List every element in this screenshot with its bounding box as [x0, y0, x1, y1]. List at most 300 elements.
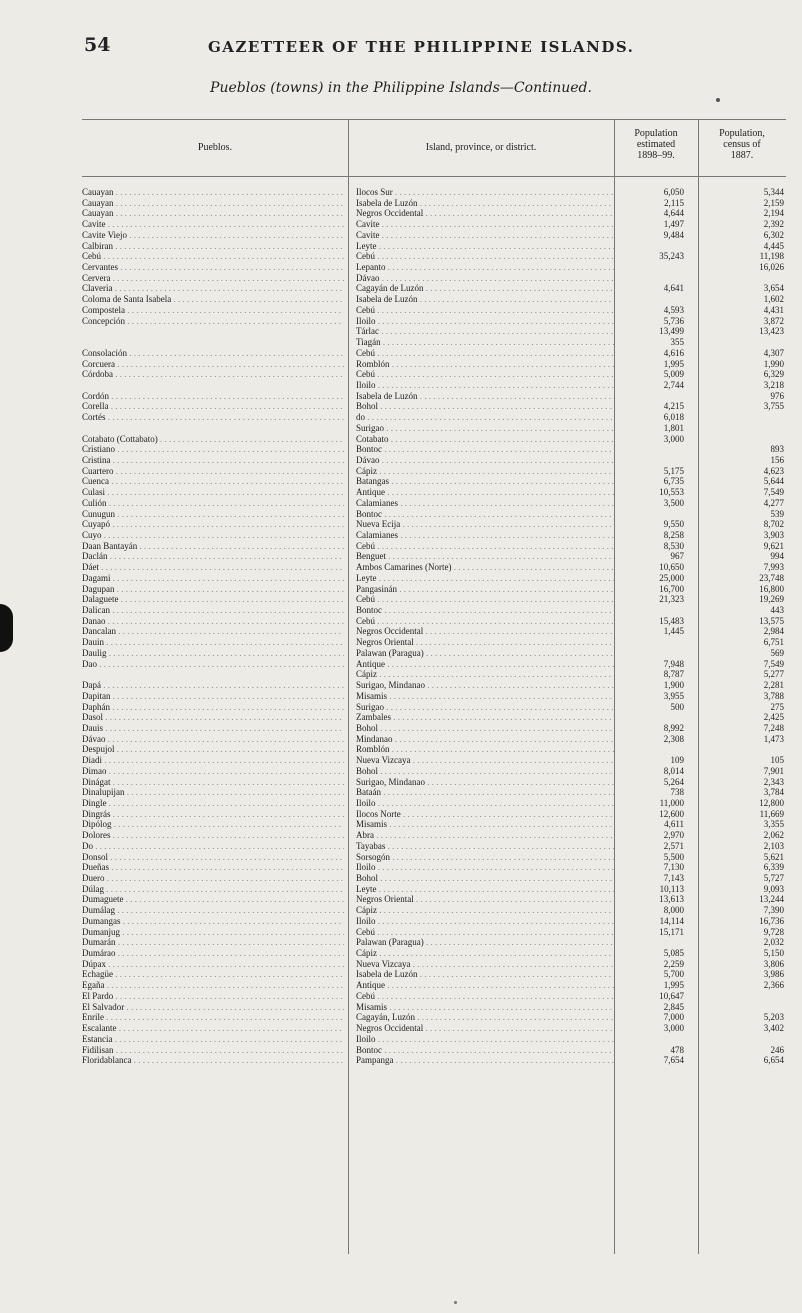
population-estimated-cell: 5,175: [663, 465, 684, 476]
population-census-cell: 1,602: [763, 294, 784, 305]
population-estimated-cell: 25,000: [659, 572, 684, 583]
pueblo-cell: El Salvador . . .: [82, 1002, 344, 1013]
pueblo-cell: Dumangas . . .: [82, 916, 344, 927]
population-census-cell: 7,248: [763, 722, 784, 733]
population-census-cell: 7,549: [763, 487, 784, 498]
population-census-cell: 13,244: [759, 894, 784, 905]
population-estimated-cell: 8,530: [663, 540, 684, 551]
table-header-rule: [82, 176, 786, 177]
population-census-cell: 5,727: [763, 873, 784, 883]
population-census-cell: 6,654: [763, 1055, 784, 1066]
population-census-cell: 2,194: [763, 208, 784, 219]
province-cell: Cebú . . .: [356, 369, 614, 380]
province-cell: Romblón . . .: [356, 744, 614, 755]
population-estimated-cell: 4,644: [663, 208, 684, 219]
population-estimated-cell: 738: [670, 787, 684, 798]
binding-ink-mark: [0, 604, 13, 652]
province-cell: Bontoc . . .: [356, 509, 614, 520]
population-estimated-cell: 35,243: [659, 251, 684, 262]
population-census-cell: 12,800: [759, 797, 784, 808]
pueblo-cell: Coloma de Santa Isabela . . .: [82, 294, 344, 305]
population-estimated-cell: 11,000: [659, 797, 684, 808]
pueblo-cell: Estancia . . .: [82, 1034, 344, 1045]
population-estimated-cell: 2,744: [663, 379, 684, 390]
pueblo-cell: Cauayan . . .: [82, 208, 344, 219]
province-cell: Nueva Vizcaya . . .: [356, 755, 614, 766]
pueblo-cell: Dúpax . . .: [82, 959, 344, 970]
population-estimated-cell: 8,000: [663, 905, 684, 916]
province-cell: Bontoc . . .: [356, 444, 614, 455]
province-cell: Cebú . . .: [356, 305, 614, 316]
population-census-cell: 569: [770, 647, 784, 658]
pueblo-cell: Cortés . . .: [82, 412, 344, 423]
province-cell: Tayabas . . .: [356, 841, 614, 852]
population-estimated-cell: 3,000: [663, 433, 684, 444]
pueblo-cell: Dingrás . . .: [82, 809, 344, 820]
population-census-cell: 4,623: [763, 465, 784, 476]
province-cell: do . . .: [356, 412, 614, 423]
population-census-cell: 13,575: [759, 615, 784, 626]
population-census-cell: 2,103: [763, 840, 784, 851]
province-cell: Cápiz . . .: [356, 466, 614, 477]
population-estimated-cell: 109: [670, 755, 684, 766]
province-cell: Leyte . . .: [356, 884, 614, 895]
population-census-cell: 3,654: [763, 283, 784, 294]
population-census-cell: 9,093: [763, 883, 784, 894]
pueblo-cell: Dancalan . . .: [82, 626, 344, 637]
population-census-cell: 5,277: [763, 669, 784, 680]
pueblo-cell: Cristiano . . .: [82, 444, 344, 455]
province-cell: Bohol . . .: [356, 873, 614, 884]
population-census-cell: 4,277: [763, 497, 784, 508]
province-cell: Cavite . . .: [356, 230, 614, 241]
population-estimated-cell: 2,259: [663, 958, 684, 969]
province-cell: Cebú . . .: [356, 541, 614, 552]
population-census-cell: 8,702: [763, 519, 784, 530]
population-census-cell: 6,751: [763, 637, 784, 648]
pueblo-cell: Dasol . . .: [82, 712, 344, 723]
header-est-line: 1898–99.: [637, 150, 675, 161]
population-estimated-cell: 355: [670, 337, 684, 348]
pueblo-cell: Cuenca . . .: [82, 476, 344, 487]
province-cell: Cagayán de Luzón . . .: [356, 283, 614, 294]
province-cell: Cebú . . .: [356, 251, 614, 262]
province-cell: Misamis . . .: [356, 691, 614, 702]
population-estimated-cell: 3,000: [663, 1023, 684, 1034]
population-estimated-cell: 478: [670, 1044, 684, 1055]
province-cell: Negros Occidental . . .: [356, 626, 614, 637]
population-census-cell: 246: [770, 1044, 784, 1055]
population-estimated-cell: 3,955: [663, 690, 684, 701]
population-estimated-cell: 10,647: [659, 990, 684, 1001]
province-cell: Cebú . . .: [356, 927, 614, 938]
pueblo-cell: Danao . . .: [82, 616, 344, 627]
population-census-cell: 3,806: [763, 958, 784, 969]
pueblo-cell: Córdoba . . .: [82, 369, 344, 380]
population-estimated-cell: 2,845: [663, 1001, 684, 1012]
population-estimated-cell: 7,143: [663, 873, 684, 883]
pueblo-cell: Dauis . . .: [82, 723, 344, 734]
population-estimated-cell: 1,497: [663, 219, 684, 230]
population-census-cell: 3,903: [763, 530, 784, 540]
province-cell: Surigao, Mindanao . . .: [356, 777, 614, 788]
population-estimated-cell: 967: [670, 551, 684, 562]
population-census-cell: 5,644: [763, 476, 784, 487]
pueblo-cell: Concepción . . .: [82, 316, 344, 327]
population-estimated-cell: 8,014: [663, 765, 684, 776]
population-estimated-cell: 5,264: [663, 776, 684, 787]
header-province: Island, province, or district.: [425, 142, 537, 153]
province-cell: Surigao . . .: [356, 702, 614, 713]
page-number: 54: [84, 34, 111, 56]
pueblo-cell: Dagami . . .: [82, 573, 344, 584]
province-cell: Bohol . . .: [356, 723, 614, 734]
pueblo-cell: Corcuera . . .: [82, 359, 344, 370]
population-estimated-cell: 15,483: [659, 615, 684, 626]
province-cell: Dávao . . .: [356, 273, 614, 284]
pueblo-cell: Duero . . .: [82, 873, 344, 884]
province-cell: Iloilo . . .: [356, 380, 614, 391]
province-cell: Cebú . . .: [356, 616, 614, 627]
province-cell: Iloilo . . .: [356, 1034, 614, 1045]
pueblo-cell: Cavite . . .: [82, 219, 344, 230]
running-head: GAZETTEER OF THE PHILIPPINE ISLANDS.: [208, 38, 635, 56]
province-cell: Cotabato . . .: [356, 434, 614, 445]
pueblo-cell: Dúlag . . .: [82, 884, 344, 895]
population-census-cell: 11,669: [759, 808, 784, 819]
pueblo-cell: Floridablanca . . .: [82, 1055, 344, 1066]
pueblo-cell: Echagüe . . .: [82, 969, 344, 980]
pueblo-cell: Escalante . . .: [82, 1023, 344, 1034]
population-census-cell: 6,302: [763, 229, 784, 240]
population-estimated-cell: 500: [670, 701, 684, 712]
province-cell: Nueva Ecija . . .: [356, 519, 614, 530]
population-census-cell: 976: [770, 390, 784, 401]
pueblo-cell: Cauayan . . .: [82, 187, 344, 198]
population-census-cell: 1,990: [763, 358, 784, 369]
population-estimated-cell: 2,571: [663, 840, 684, 851]
population-estimated-cell: 10,650: [659, 562, 684, 573]
pueblo-cell: Cotabato (Cottabato) . . .: [82, 434, 344, 445]
province-cell: Ambos Camarines (Norte) . . .: [356, 562, 614, 573]
population-estimated-cell: 1,900: [663, 680, 684, 691]
population-estimated-cell: 5,736: [663, 315, 684, 326]
population-estimated-cell: 13,613: [659, 894, 684, 905]
pueblo-cell: Cordón . . .: [82, 391, 344, 402]
pueblo-cell: Cuyo . . .: [82, 530, 344, 541]
province-cell: Misamis . . .: [356, 819, 614, 830]
population-estimated-cell: 13,499: [659, 326, 684, 337]
population-estimated-cell: 8,787: [663, 669, 684, 680]
column-divider-3: [698, 119, 699, 1254]
population-estimated-cell: 10,553: [659, 487, 684, 498]
population-census-cell: 9,728: [763, 926, 784, 937]
population-census-cell: 5,203: [763, 1012, 784, 1023]
population-census-cell: 7,390: [763, 905, 784, 916]
province-cell: Cavite . . .: [356, 219, 614, 230]
province-cell: Mindanao . . .: [356, 734, 614, 745]
province-cell: Isabela de Luzón . . .: [356, 391, 614, 402]
province-cell: Pampanga . . .: [356, 1055, 614, 1066]
population-census-cell: 4,445: [763, 240, 784, 251]
province-cell: Palawan (Paragua) . . .: [356, 937, 614, 948]
population-estimated-cell: 1,801: [663, 422, 684, 433]
pueblo-cell: Compostela . . .: [82, 305, 344, 316]
pueblo-cell: Dávao . . .: [82, 734, 344, 745]
population-estimated-cell: 15,171: [659, 926, 684, 937]
population-census-cell: 13,423: [759, 326, 784, 337]
population-estimated-cell: 5,700: [663, 969, 684, 980]
header-cen-line: Population,: [719, 128, 765, 139]
population-census-cell: 16,800: [759, 583, 784, 594]
province-cell: Cebú . . .: [356, 348, 614, 359]
pueblo-cell: Cristina . . .: [82, 455, 344, 466]
population-census-cell: 5,344: [763, 187, 784, 197]
population-census-cell: 3,218: [763, 379, 784, 390]
pueblo-cell: Dumaguete . . .: [82, 894, 344, 905]
population-estimated-cell: 12,600: [659, 808, 684, 819]
province-cell: Sorsogón . . .: [356, 852, 614, 863]
pueblo-cell: Daphán . . .: [82, 702, 344, 713]
population-census-cell: 105: [770, 755, 784, 766]
province-cell: Isabela de Luzón . . .: [356, 198, 614, 209]
pueblo-cell: Dumarán . . .: [82, 937, 344, 948]
province-cell: Misamis . . .: [356, 1002, 614, 1013]
province-cell: Abra . . .: [356, 830, 614, 841]
table-top-rule: [82, 119, 786, 120]
province-cell: Antique . . .: [356, 659, 614, 670]
population-census-cell: 994: [770, 551, 784, 562]
population-estimated-cell: 4,641: [663, 283, 684, 294]
population-estimated-cell: 7,654: [663, 1055, 684, 1066]
pueblo-cell: Dipólog . . .: [82, 819, 344, 830]
population-estimated-cell: 9,550: [663, 519, 684, 530]
pueblo-cell: Dáet . . .: [82, 562, 344, 573]
province-cell: Calamianes . . .: [356, 498, 614, 509]
population-census-cell: 2,281: [763, 680, 784, 691]
population-estimated-cell: 5,500: [663, 851, 684, 862]
province-cell: Tárlac . . .: [356, 326, 614, 337]
population-estimated-cell: 1,995: [663, 358, 684, 369]
province-cell: Ilocos Sur . . .: [356, 187, 614, 198]
population-estimated-cell: 21,323: [659, 594, 684, 605]
population-estimated-cell: 7,130: [663, 862, 684, 873]
population-estimated-cell: 1,445: [663, 626, 684, 637]
province-cell: Antique . . .: [356, 487, 614, 498]
pueblo-cell: Culión . . .: [82, 498, 344, 509]
pueblo-cell: Dinágat . . .: [82, 777, 344, 788]
province-cell: Lepanto . . .: [356, 262, 614, 273]
pueblo-cell: Despujol . . .: [82, 744, 344, 755]
province-cell: Ilocos Norte . . .: [356, 809, 614, 820]
population-estimated-cell: 2,308: [663, 733, 684, 744]
province-cell: Bontoc . . .: [356, 1045, 614, 1056]
province-cell: Iloilo . . .: [356, 798, 614, 809]
column-divider-1: [348, 119, 349, 1254]
population-census-cell: 3,784: [763, 787, 784, 798]
population-census-cell: 2,343: [763, 776, 784, 787]
province-cell: Negros Occidental . . .: [356, 1023, 614, 1034]
pueblo-cell: Corella . . .: [82, 401, 344, 412]
province-cell: Tiagán . . .: [356, 337, 614, 348]
population-estimated-cell: 7,000: [663, 1012, 684, 1023]
population-estimated-cell: 1,995: [663, 980, 684, 991]
printer-dot: [716, 98, 720, 102]
pueblo-cell: Daulig . . .: [82, 648, 344, 659]
province-cell: Surigao . . .: [356, 423, 614, 434]
province-cell: Cápiz . . .: [356, 905, 614, 916]
pueblo-cell: Cunugun . . .: [82, 509, 344, 520]
province-cell: Isabela de Luzón . . .: [356, 294, 614, 305]
province-cell: Cagayán, Luzón . . .: [356, 1012, 614, 1023]
header-est-line: Population: [634, 128, 678, 139]
pueblo-cell: Enrile . . .: [82, 1012, 344, 1023]
pueblo-cell: Dagupan . . .: [82, 584, 344, 595]
province-cell: Nueva Vizcaya . . .: [356, 959, 614, 970]
population-census-cell: 6,329: [763, 369, 784, 380]
population-census-cell: 5,621: [763, 851, 784, 862]
province-cell: Negros Occidental . . .: [356, 208, 614, 219]
pueblo-cell: El Pardo . . .: [82, 991, 344, 1002]
pueblo-cell: Cebú . . .: [82, 251, 344, 262]
population-census-cell: 11,198: [759, 251, 784, 262]
pueblo-cell: Calbiran . . .: [82, 241, 344, 252]
province-cell: Cebú . . .: [356, 991, 614, 1002]
pueblo-cell: Cuartero . . .: [82, 466, 344, 477]
province-cell: Iloilo . . .: [356, 316, 614, 327]
population-estimated-cell: 4,611: [664, 819, 684, 830]
population-census-cell: 443: [770, 605, 784, 616]
pueblo-cell: Dalaguete . . .: [82, 594, 344, 605]
pueblo-cell: Dumálag . . .: [82, 905, 344, 916]
pueblo-cell: Diadi . . .: [82, 755, 344, 766]
province-cell: Iloilo . . .: [356, 862, 614, 873]
pueblo-cell: Daclán . . .: [82, 551, 344, 562]
population-census-cell: 4,307: [763, 347, 784, 358]
population-census-cell: 3,788: [763, 690, 784, 701]
header-est-line: estimated: [636, 139, 676, 150]
province-cell: Iloilo . . .: [356, 916, 614, 927]
province-cell: Leyte . . .: [356, 241, 614, 252]
province-cell: Cápiz . . .: [356, 669, 614, 680]
province-cell: Bohol . . .: [356, 401, 614, 412]
pueblo-cell: Claveria . . .: [82, 283, 344, 294]
pueblo-cell: Dao . . .: [82, 659, 344, 670]
province-cell: Pangasinán . . .: [356, 584, 614, 595]
population-estimated-cell: 14,114: [659, 915, 684, 926]
header-population-estimated: [614, 128, 698, 161]
province-cell: Zambales . . .: [356, 712, 614, 723]
province-cell: Romblón . . .: [356, 359, 614, 370]
population-estimated-cell: 16,700: [659, 583, 684, 594]
pueblo-cell: Dinalupijan . . .: [82, 787, 344, 798]
pueblo-cell: Dumanjug . . .: [82, 927, 344, 938]
province-cell: Benguet . . .: [356, 551, 614, 562]
population-estimated-cell: 2,970: [663, 830, 684, 841]
header-population-census: [698, 128, 786, 161]
population-census-cell: 7,993: [763, 562, 784, 573]
pueblo-cell: Fidilisan . . .: [82, 1045, 344, 1056]
population-census-cell: 9,621: [763, 540, 784, 551]
population-census-cell: 2,984: [763, 626, 784, 637]
population-census-cell: 3,355: [763, 819, 784, 830]
population-estimated-cell: 5,009: [663, 369, 684, 380]
population-estimated-cell: 5,085: [663, 948, 684, 959]
population-census-cell: 16,026: [759, 262, 784, 273]
population-estimated-cell: 8,258: [663, 530, 684, 540]
province-cell: Calamianes . . .: [356, 530, 614, 541]
population-census-cell: 7,901: [763, 765, 784, 776]
pueblo-cell: Dumárao . . .: [82, 948, 344, 959]
population-estimated-cell: 4,215: [663, 401, 684, 412]
population-census-cell: 2,032: [763, 937, 784, 948]
province-cell: Antique . . .: [356, 980, 614, 991]
pueblo-cell: Do . . .: [82, 841, 344, 852]
province-cell: Negros Oriental . . .: [356, 894, 614, 905]
pueblo-cell: Donsol . . .: [82, 852, 344, 863]
pueblo-cell: Cavite Viejo . . .: [82, 230, 344, 241]
pueblo-cell: Cauayan . . .: [82, 198, 344, 209]
population-census-cell: 275: [770, 701, 784, 712]
province-cell: Bataán . . .: [356, 787, 614, 798]
population-estimated-cell: 8,992: [663, 722, 684, 733]
population-estimated-cell: 6,050: [663, 187, 684, 197]
pueblo-cell: Dapitan . . .: [82, 691, 344, 702]
pueblo-cell: Cuyapó . . .: [82, 519, 344, 530]
column-divider-2: [614, 119, 615, 1254]
population-estimated-cell: 7,948: [663, 658, 684, 669]
population-estimated-cell: 4,616: [663, 347, 684, 358]
population-census-cell: 539: [770, 508, 784, 519]
population-census-cell: 3,755: [763, 401, 784, 412]
province-cell: Batangas . . .: [356, 476, 614, 487]
population-estimated-cell: 2,115: [664, 197, 684, 208]
pueblo-cell: Dauin . . .: [82, 637, 344, 648]
province-cell: Bohol . . .: [356, 766, 614, 777]
population-census-cell: 23,748: [759, 572, 784, 583]
population-census-cell: 7,549: [763, 658, 784, 669]
pueblo-cell: Dalican . . .: [82, 605, 344, 616]
population-census-cell: 2,392: [763, 219, 784, 230]
population-census-cell: 5,150: [763, 948, 784, 959]
table-subtitle: Pueblos (towns) in the Philippine Islands—Continued.: [210, 80, 592, 96]
province-cell: Cebú . . .: [356, 594, 614, 605]
header-cen-line: 1887.: [730, 150, 754, 161]
header-pueblos: Pueblos.: [197, 142, 233, 153]
population-census-cell: 1,473: [763, 733, 784, 744]
pueblo-cell: Dingle . . .: [82, 798, 344, 809]
population-census-cell: 893: [770, 444, 784, 455]
population-census-cell: 3,872: [763, 315, 784, 326]
province-cell: Cápiz . . .: [356, 948, 614, 959]
population-census-cell: 2,366: [763, 980, 784, 991]
population-estimated-cell: 9,484: [663, 229, 684, 240]
province-cell: Surigao, Mindanao . . .: [356, 680, 614, 691]
pueblo-cell: Dimao . . .: [82, 766, 344, 777]
pueblo-cell: Cervera . . .: [82, 273, 344, 284]
population-census-cell: 6,339: [763, 862, 784, 873]
population-census-cell: 156: [770, 454, 784, 465]
pueblo-cell: Egaña . . .: [82, 980, 344, 991]
population-estimated-cell: 3,500: [663, 497, 684, 508]
pueblo-cell: Dapá . . .: [82, 680, 344, 691]
population-census-cell: 2,425: [763, 712, 784, 723]
province-cell: Negros Oriental . . .: [356, 637, 614, 648]
footer-mark: [454, 1301, 457, 1304]
population-census-cell: 3,402: [763, 1023, 784, 1034]
population-estimated-cell: 6,735: [663, 476, 684, 487]
population-census-cell: 2,062: [763, 830, 784, 841]
